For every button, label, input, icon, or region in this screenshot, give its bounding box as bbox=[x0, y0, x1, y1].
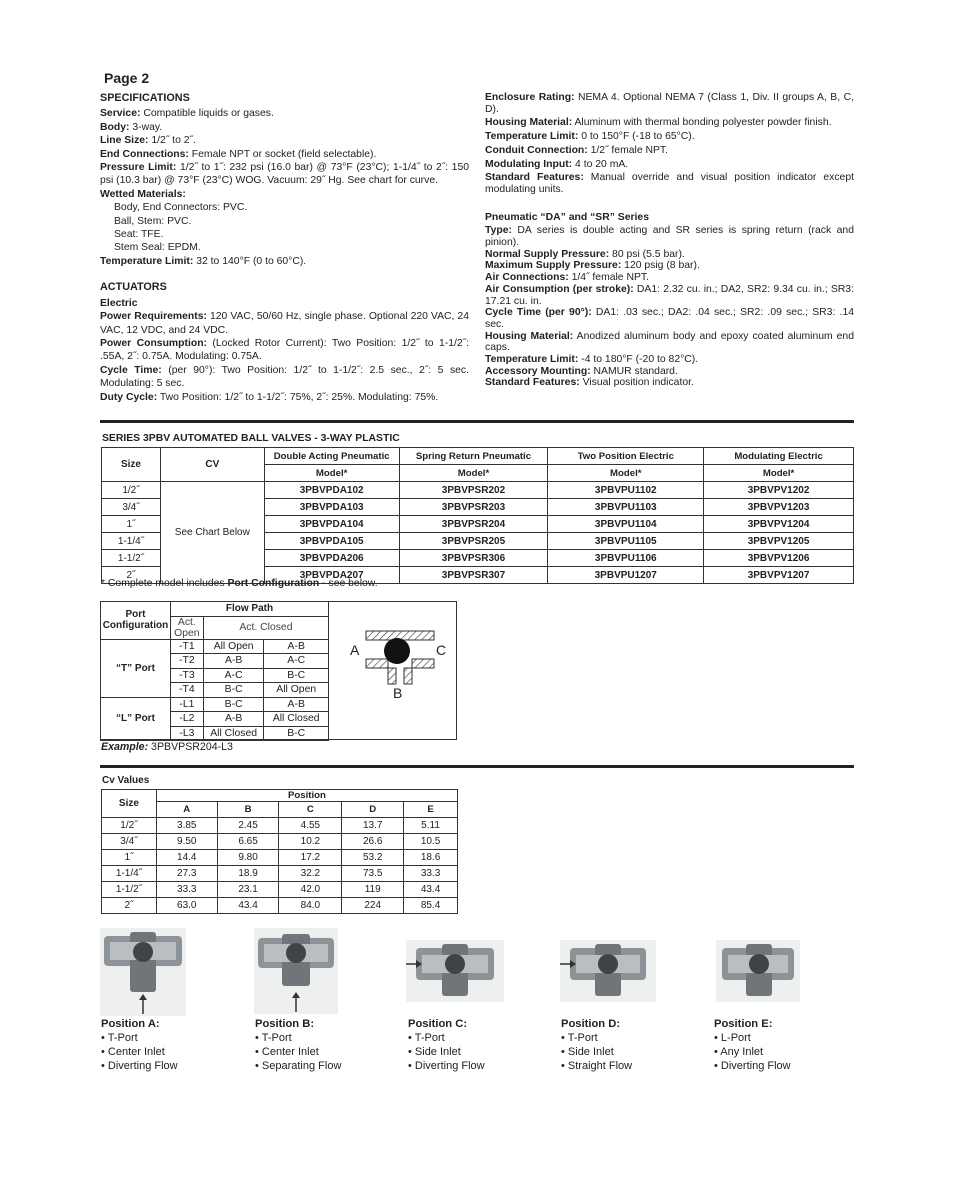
model-cell: 3PBVPDA206 bbox=[264, 550, 399, 567]
port-code: -T3 bbox=[170, 668, 203, 683]
spec-pneumatic-housing-material: Housing Material: Anodized aluminum body and epoxy coated aluminum end caps. bbox=[485, 330, 854, 354]
model-cell: 3PBVPSR202 bbox=[399, 482, 548, 499]
header-port-config: Port Configuration bbox=[101, 602, 171, 640]
spec-normal-supply-pressure: Normal Supply Pressure: 80 psi (5.5 bar). bbox=[485, 248, 685, 260]
port-a-label: A bbox=[350, 642, 360, 658]
position-d-description bbox=[561, 1017, 632, 1073]
model-cell: 3PBVPU1103 bbox=[548, 499, 704, 516]
table-row bbox=[102, 482, 854, 499]
example-line: Example: 3PBVPSR204-L3 bbox=[101, 741, 233, 753]
position-bullet: • Diverting Flow bbox=[408, 1060, 485, 1072]
valve-photo-position-c bbox=[406, 940, 504, 1002]
model-cell: 3PBVPSR306 bbox=[399, 550, 548, 567]
model-cell: 3PBVPU1104 bbox=[548, 516, 704, 533]
cv-cell: 42.0 bbox=[279, 882, 342, 898]
cv-cell: 9.80 bbox=[217, 850, 279, 866]
header-model: Model* bbox=[399, 465, 548, 482]
valve-photo-position-d bbox=[560, 940, 656, 1002]
port-b-label: B bbox=[393, 685, 403, 701]
flow-closed: B-C bbox=[264, 668, 329, 683]
flow-open: A-C bbox=[203, 668, 264, 683]
position-bullet: • T-Port bbox=[408, 1032, 445, 1044]
cv-cell: 53.2 bbox=[342, 850, 404, 866]
model-cell: 3PBVPSR205 bbox=[399, 533, 548, 550]
spec-wetted-item: Body, End Connectors: PVC. bbox=[114, 202, 248, 214]
cv-cell: 5.11 bbox=[404, 818, 458, 834]
valve-photo-position-e bbox=[716, 940, 800, 1002]
electric-subheading: Electric bbox=[100, 297, 138, 309]
size-cell: 1˝ bbox=[102, 516, 161, 533]
cv-cell: 85.4 bbox=[404, 898, 458, 914]
size-cell: 1-1/2˝ bbox=[102, 550, 161, 567]
flow-open: A-B bbox=[203, 712, 264, 727]
model-cell: 3PBVPV1207 bbox=[704, 567, 854, 584]
cv-cell: 33.3 bbox=[404, 866, 458, 882]
position-e-description bbox=[714, 1017, 791, 1073]
position-e-title: Position E: bbox=[714, 1018, 773, 1030]
table-row bbox=[102, 866, 458, 882]
spec-end-connections: End Connections: Female NPT or socket (field selectable). bbox=[100, 148, 377, 160]
port-code: -L1 bbox=[170, 697, 203, 712]
spec-wetted-item: Stem Seal: EPDM. bbox=[114, 242, 201, 254]
spec-maximum-supply-pressure: Maximum Supply Pressure: 120 psig (8 bar). bbox=[485, 260, 700, 272]
t-port-label: “T” Port bbox=[101, 639, 171, 697]
spec-cycle-time: Cycle Time: (per 90°): Two Position: 1/2˝ to 1-1/2˝: 2.5 sec., 2˝: 5 sec. Modulating: 5 sec. bbox=[100, 364, 469, 390]
spec-wetted-item: Seat: TFE. bbox=[114, 229, 164, 241]
size-cell: 3/4˝ bbox=[102, 834, 157, 850]
actuator-specs-section bbox=[485, 92, 854, 389]
spec-wetted-item: Ball, Stem: PVC. bbox=[114, 215, 192, 227]
position-bullet: • Center Inlet bbox=[255, 1046, 319, 1058]
header-size: Size bbox=[102, 790, 157, 818]
model-cell: 3PBVPV1202 bbox=[704, 482, 854, 499]
valve-stem-left bbox=[388, 668, 396, 684]
header-position-b: B bbox=[217, 802, 279, 818]
cv-cell: 10.2 bbox=[279, 834, 342, 850]
header-two-position: Two Position Electric bbox=[548, 448, 704, 465]
flow-closed: A-B bbox=[264, 697, 329, 712]
header-size: Size bbox=[102, 448, 161, 482]
model-cell: 3PBVPDA102 bbox=[264, 482, 399, 499]
header-spring-return: Spring Return Pneumatic bbox=[399, 448, 548, 465]
model-cell: 3PBVPDA105 bbox=[264, 533, 399, 550]
l-port-label: “L” Port bbox=[101, 697, 171, 741]
model-cell: 3PBVPDA103 bbox=[264, 499, 399, 516]
section-divider bbox=[100, 765, 854, 768]
table-row bbox=[102, 898, 458, 914]
cv-table-title: Cv Values bbox=[102, 775, 150, 786]
valve-ball bbox=[384, 638, 410, 664]
table-row bbox=[101, 697, 329, 712]
cv-cell: 73.5 bbox=[342, 866, 404, 882]
valve-body-right bbox=[412, 659, 434, 668]
valve-body-left bbox=[366, 659, 388, 668]
table-row bbox=[102, 882, 458, 898]
port-code: -T1 bbox=[170, 639, 203, 654]
spec-air-connections: Air Connections: 1/4˝ female NPT. bbox=[485, 272, 649, 284]
spec-temperature-limit: Temperature Limit: 32 to 140°F (0 to 60°C). bbox=[100, 255, 307, 267]
flow-open: All Open bbox=[203, 639, 264, 654]
cv-cell: 9.50 bbox=[156, 834, 217, 850]
model-cell: 3PBVPV1203 bbox=[704, 499, 854, 516]
model-cell: 3PBVPSR203 bbox=[399, 499, 548, 516]
size-cell: 1-1/4˝ bbox=[102, 533, 161, 550]
cv-cell: 63.0 bbox=[156, 898, 217, 914]
header-cv: CV bbox=[160, 448, 264, 482]
specifications-section bbox=[100, 92, 469, 404]
header-position-d: D bbox=[342, 802, 404, 818]
cv-cell: 17.2 bbox=[279, 850, 342, 866]
header-position-a: A bbox=[156, 802, 217, 818]
position-bullet: • T-Port bbox=[101, 1032, 138, 1044]
table-row bbox=[101, 639, 329, 654]
model-cell: 3PBVPU1207 bbox=[548, 567, 704, 584]
cv-cell: 3.85 bbox=[156, 818, 217, 834]
spec-power-consumption: Power Consumption: (Locked Rotor Current): Two Position: 1/2˝ to 1-1/2˝: .55A, 2˝: 0.75A. Modulating: 0.75A. bbox=[100, 337, 469, 363]
actuators-heading: ACTUATORS bbox=[100, 281, 167, 294]
model-cell: 3PBVPSR307 bbox=[399, 567, 548, 584]
position-c-title: Position C: bbox=[408, 1018, 468, 1030]
cv-cell: 18.6 bbox=[404, 850, 458, 866]
port-code: -L3 bbox=[170, 726, 203, 741]
header-position: Position bbox=[156, 790, 457, 802]
flow-open: All Closed bbox=[203, 726, 264, 741]
spec-power-requirements: Power Requirements: 120 VAC, 50/60 Hz, single phase. Optional 220 VAC, 24 VAC, 12 VDC, and 24 VDC. bbox=[100, 311, 469, 336]
flow-open: A-B bbox=[203, 654, 264, 669]
position-b-title: Position B: bbox=[255, 1018, 315, 1030]
spec-wetted-materials: Wetted Materials: bbox=[100, 188, 186, 200]
header-model: Model* bbox=[704, 465, 854, 482]
size-cell: 1˝ bbox=[102, 850, 157, 866]
port-code: -T4 bbox=[170, 683, 203, 698]
spec-type: Type: DA series is double acting and SR series is spring return (rack and pinion). bbox=[485, 225, 854, 249]
spec-modulating-input: Modulating Input: 4 to 20 mA. bbox=[485, 158, 629, 170]
position-b-description bbox=[255, 1017, 341, 1073]
spec-housing-material: Housing Material: Aluminum with thermal bonding polyester powder finish. bbox=[485, 117, 832, 129]
header-act-closed: Act. Closed bbox=[203, 616, 328, 639]
cv-cell: 43.4 bbox=[404, 882, 458, 898]
spec-conduit-connection: Conduit Connection: 1/2˝ female NPT. bbox=[485, 144, 669, 156]
size-cell: 1-1/2˝ bbox=[102, 882, 157, 898]
cv-cell: 14.4 bbox=[156, 850, 217, 866]
position-bullet: • L-Port bbox=[714, 1032, 751, 1044]
model-cell: 3PBVPU1106 bbox=[548, 550, 704, 567]
position-bullet: • Straight Flow bbox=[561, 1060, 633, 1072]
position-bullet: • T-Port bbox=[561, 1032, 598, 1044]
position-bullet: • Side Inlet bbox=[561, 1046, 614, 1058]
size-cell: 2˝ bbox=[102, 567, 161, 584]
flow-closed: A-B bbox=[264, 639, 329, 654]
models-table bbox=[101, 447, 854, 584]
flow-closed: All Open bbox=[264, 683, 329, 698]
cv-cell: 13.7 bbox=[342, 818, 404, 834]
position-a-title: Position A: bbox=[101, 1018, 160, 1030]
cv-cell: 27.3 bbox=[156, 866, 217, 882]
spec-standard-features: Standard Features: Manual override and visual position indicator except modulating units. bbox=[485, 172, 854, 195]
spec-service: Service: Compatible liquids or gases. bbox=[100, 108, 274, 120]
spec-temperature-limit: Temperature Limit: 0 to 150°F (-18 to 65°C). bbox=[485, 131, 695, 143]
model-cell: 3PBVPV1205 bbox=[704, 533, 854, 550]
size-cell: 2˝ bbox=[102, 898, 157, 914]
header-modulating: Modulating Electric bbox=[704, 448, 854, 465]
model-cell: 3PBVPV1206 bbox=[704, 550, 854, 567]
cv-cell: 2.45 bbox=[217, 818, 279, 834]
t-port-valve-diagram bbox=[340, 615, 450, 705]
position-bullet: • T-Port bbox=[255, 1032, 292, 1044]
size-cell: 1-1/4˝ bbox=[102, 866, 157, 882]
spec-line-size: Line Size: 1/2˝ to 2˝. bbox=[100, 135, 196, 147]
spec-accessory-mounting: Accessory Mounting: NAMUR standard. bbox=[485, 365, 678, 377]
port-c-label: C bbox=[436, 642, 447, 658]
pneumatic-heading: Pneumatic “DA” and “SR” Series bbox=[485, 211, 649, 223]
position-d-title: Position D: bbox=[561, 1018, 621, 1030]
size-cell: 1/2˝ bbox=[102, 482, 161, 499]
position-bullet: • Diverting Flow bbox=[714, 1060, 791, 1072]
port-code: -L2 bbox=[170, 712, 203, 727]
flow-closed: All Closed bbox=[264, 712, 329, 727]
cv-cell: 43.4 bbox=[217, 898, 279, 914]
spec-body: Body: 3-way. bbox=[100, 121, 163, 133]
cv-cell: 26.6 bbox=[342, 834, 404, 850]
flow-open: B-C bbox=[203, 697, 264, 712]
header-flow-path: Flow Path bbox=[170, 602, 328, 617]
spec-pressure-limit: Pressure Limit: 1/2˝ to 1˝: 232 psi (16.0 bar) @ 73°F (23°C); 1-1/4˝ to 2˝: 150 psi (10.3 bar) @ 73°F (23°C) WOG. Vacuum: 29˝ Hg. See chart for curve. bbox=[100, 162, 469, 187]
position-bullet: • Side Inlet bbox=[408, 1046, 461, 1058]
spec-pneumatic-standard-features: Standard Features: Visual position indicator. bbox=[485, 377, 694, 389]
position-a-description bbox=[101, 1017, 178, 1073]
position-bullet: • Any Inlet bbox=[714, 1046, 764, 1058]
flow-closed: B-C bbox=[264, 726, 329, 741]
table-row bbox=[102, 818, 458, 834]
size-cell: 3/4˝ bbox=[102, 499, 161, 516]
model-cell: 3PBVPU1105 bbox=[548, 533, 704, 550]
header-model: Model* bbox=[548, 465, 704, 482]
position-bullet: • Separating Flow bbox=[255, 1060, 342, 1072]
cv-cell: 33.3 bbox=[156, 882, 217, 898]
position-c-description bbox=[408, 1017, 485, 1073]
cv-cell: 23.1 bbox=[217, 882, 279, 898]
size-cell: 1/2˝ bbox=[102, 818, 157, 834]
spec-pneumatic-temperature-limit: Temperature Limit: -4 to 180°F (-20 to 82°C). bbox=[485, 354, 699, 366]
cv-cell: 32.2 bbox=[279, 866, 342, 882]
table-row bbox=[102, 834, 458, 850]
spec-air-consumption: Air Consumption (per stroke): DA1: 2.32 cu. in.; DA2, SR2: 9.34 cu. in.; SR3: 17.21 cu. in. bbox=[485, 283, 854, 307]
cv-cell: 6.65 bbox=[217, 834, 279, 850]
cv-cell: 18.9 bbox=[217, 866, 279, 882]
header-position-c: C bbox=[279, 802, 342, 818]
cv-cell: 84.0 bbox=[279, 898, 342, 914]
models-table-title: SERIES 3PBV AUTOMATED BALL VALVES - 3-WAY PLASTIC bbox=[102, 433, 400, 444]
model-cell: 3PBVPU1102 bbox=[548, 482, 704, 499]
spec-duty-cycle: Duty Cycle: Two Position: 1/2˝ to 1-1/2˝: 75%, 2˝: 25%. Modulating: 75%. bbox=[100, 391, 439, 403]
specifications-heading: SPECIFICATIONS bbox=[100, 92, 190, 104]
position-bullet: • Diverting Flow bbox=[101, 1060, 178, 1072]
page-title: Page 2 bbox=[104, 70, 150, 86]
port-config-table bbox=[100, 601, 329, 741]
cv-note-cell: See Chart Below bbox=[160, 482, 264, 584]
flow-open: B-C bbox=[203, 683, 264, 698]
valve-photo-position-b bbox=[254, 928, 338, 1014]
cv-cell: 10.5 bbox=[404, 834, 458, 850]
spec-pneumatic-cycle-time: Cycle Time (per 90°): DA1: .03 sec.; DA2: .04 sec.; SR2: .09 sec.; SR3: .14 sec. bbox=[485, 307, 854, 330]
header-act-open: Act. Open bbox=[170, 616, 203, 639]
valve-photo-position-a bbox=[100, 928, 186, 1016]
header-model: Model* bbox=[264, 465, 399, 482]
position-bullet: • Center Inlet bbox=[101, 1046, 165, 1058]
model-cell: 3PBVPDA104 bbox=[264, 516, 399, 533]
port-code: -T2 bbox=[170, 654, 203, 669]
spec-enclosure-rating: Enclosure Rating: NEMA 4. Optional NEMA 7 (Class 1, Div. II groups A, B, C, D). bbox=[485, 92, 854, 115]
table-row bbox=[102, 850, 458, 866]
cv-table bbox=[101, 789, 458, 914]
model-cell: 3PBVPV1204 bbox=[704, 516, 854, 533]
cv-cell: 4.55 bbox=[279, 818, 342, 834]
section-divider bbox=[100, 420, 854, 423]
cv-cell: 224 bbox=[342, 898, 404, 914]
models-footnote: * Complete model includes Port Configuration - see below. bbox=[101, 578, 378, 589]
cv-cell: 119 bbox=[342, 882, 404, 898]
flow-closed: A-C bbox=[264, 654, 329, 669]
model-cell: 3PBVPSR204 bbox=[399, 516, 548, 533]
model-cell: 3PBVPDA207 bbox=[264, 567, 399, 584]
valve-stem-right bbox=[404, 668, 412, 684]
header-double-acting: Double Acting Pneumatic bbox=[264, 448, 399, 465]
header-position-e: E bbox=[404, 802, 458, 818]
